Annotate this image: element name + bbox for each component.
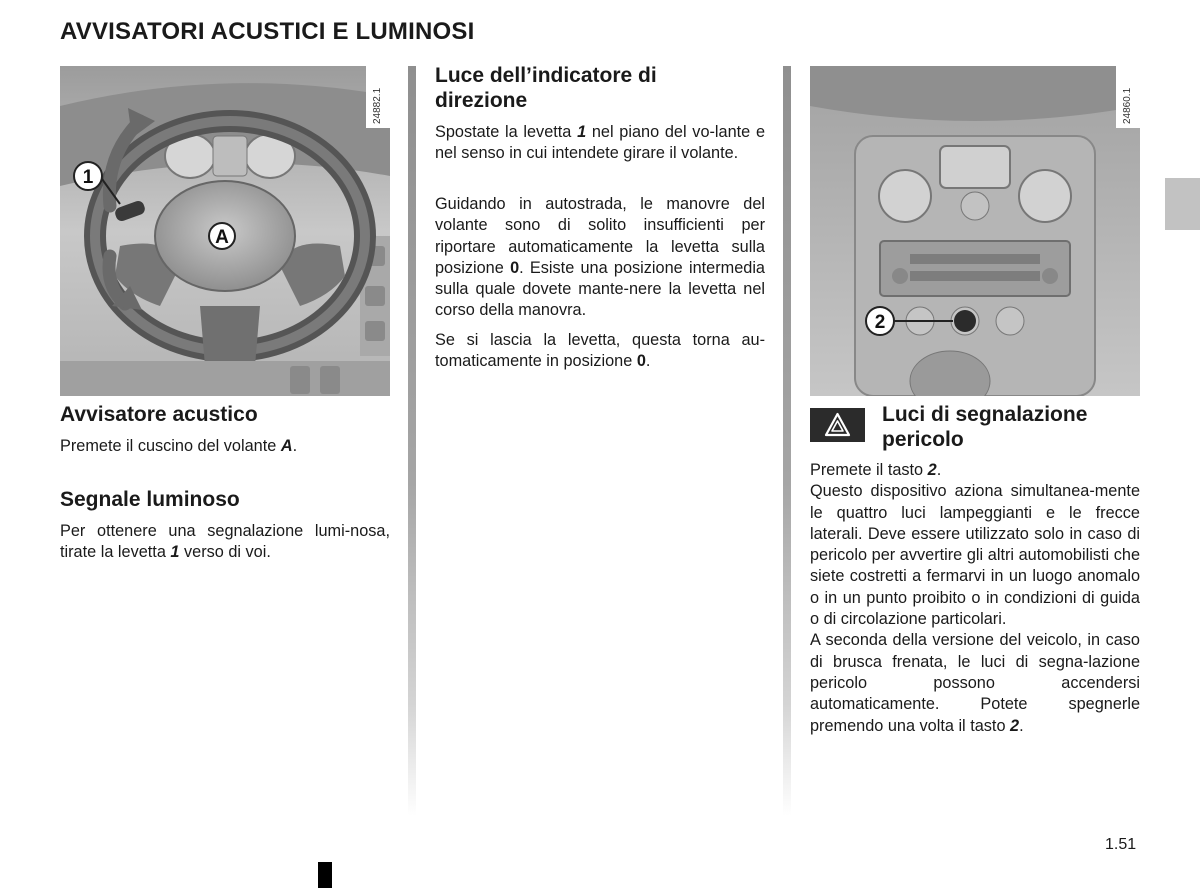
callout-2-label: 2: [874, 312, 886, 333]
heading-segnale-luminoso: Segnale luminoso: [60, 488, 240, 511]
paragraph-segnale-luminoso: Per ottenere una segnalazione lumi-nosa, tirate la levetta 1 verso di voi.: [60, 522, 390, 562]
column-divider-left: [408, 66, 416, 816]
callout-1-label: 1: [82, 167, 94, 188]
paragraph-luci-pericolo: Premete il tasto 2. Questo dispositivo aziona simultanea-mente le quattro luci lampeggianti e le frecce laterali. Deve essere utilizzato solo in caso di pericolo per avvertire gli altri automobilisti che siete costretti a fermarvi in un luogo anomalo o in un punto proibito o in condizioni di guida o di circolazione particolari. A seconda della versione del veicolo, in caso di brusca frenata, le luci di segna-lazione pericolo possono accendersi automaticamente. Potete spegnerle premendo una volta il tasto 2.: [810, 461, 1140, 735]
paragraph-indicatore-2: Guidando in autostrada, le manovre del volante sono di solito insufficienti per riportare automaticamente la levetta sulla posizione 0. Esiste una posizione intermedia sulla quale dovete mante-nere la levetta nel corso della manovra.: [435, 195, 765, 320]
heading-luce-indicatore: Luce dell’indicatore di direzione: [435, 64, 657, 112]
figure-ref-code: 24882.1: [372, 87, 383, 124]
steering-wheel-figure: [60, 66, 390, 396]
heading-avvisatore-acustico: Avvisatore acustico: [60, 403, 258, 426]
paragraph-indicatore-1: Spostate la levetta 1 nel piano del vo-lante e nel senso in cui intendete girare il volante.: [435, 123, 766, 163]
section-tab-marker: [1165, 178, 1200, 230]
page-number: 1.51: [1105, 836, 1137, 853]
heading-luci-pericolo: Luci di segnalazione pericolo: [882, 403, 1088, 451]
paragraph-indicatore-3: Se si lascia la levetta, questa torna au-tomaticamente in posizione 0.: [435, 331, 765, 371]
figure-ref-code: 24860.1: [1122, 87, 1133, 124]
paragraph-avvisatore-acustico: Premete il cuscino del volante A.: [60, 437, 298, 455]
center-console-figure: [810, 66, 1140, 396]
page-title: AVVISATORI ACUSTICI E LUMINOSI: [60, 18, 475, 45]
column-divider-right: [783, 66, 791, 816]
hazard-warning-triangle-icon: [810, 408, 865, 442]
callout-a-label: A: [215, 227, 229, 248]
bottom-marker-bar: [318, 862, 332, 888]
